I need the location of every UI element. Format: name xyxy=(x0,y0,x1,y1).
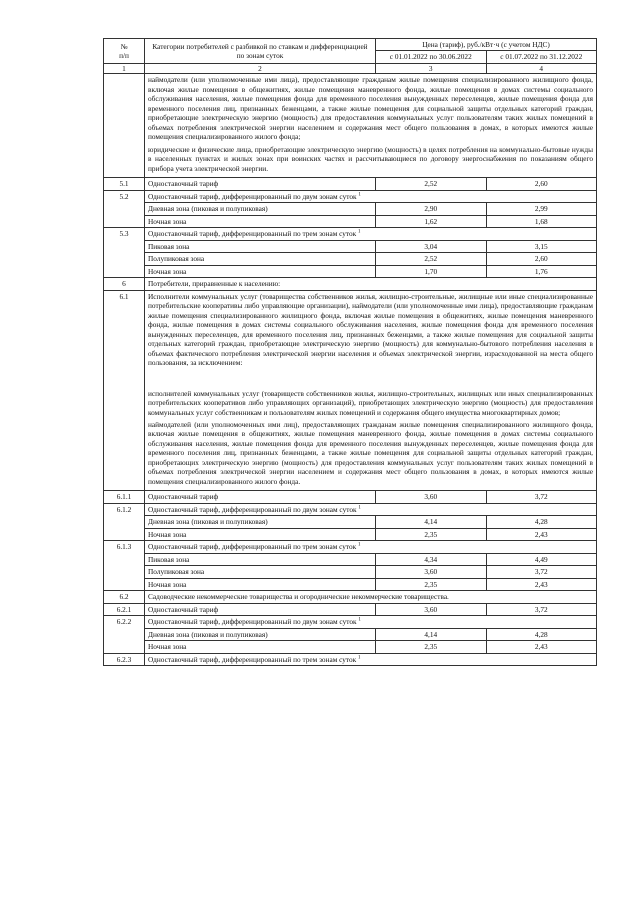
price-period-1: 2,35 xyxy=(376,528,487,540)
table-row xyxy=(104,203,597,215)
intro-text-cell xyxy=(145,74,597,178)
footnote-mark: 1 xyxy=(358,229,361,235)
table-row xyxy=(104,578,597,590)
table-row xyxy=(104,553,597,565)
table-row xyxy=(104,253,597,265)
price-period-2: 2,43 xyxy=(486,578,597,590)
row-label: Ночная зона xyxy=(145,641,376,653)
row-label: Ночная зона xyxy=(145,528,376,540)
row-label: Пиковая зона xyxy=(145,240,376,252)
price-period-1: 3,60 xyxy=(376,491,487,503)
price-period-1: 2,52 xyxy=(376,253,487,265)
tariff-table xyxy=(103,38,597,666)
table-row xyxy=(104,641,597,653)
section-title: Потребители, приравненные к населению: xyxy=(145,278,597,290)
footnote-mark: 1 xyxy=(358,617,361,623)
row-number: 6.1 xyxy=(104,290,145,491)
intro-paragraph-1: наймодатели (или уполномоченные ими лица), предоставляющие гражданам жилые помещения специализированного жилищного фонда, включая жилые помещения в общежитиях, жилые помещения маневренного фонда, жилые помещения в домах системы социального обслуживания населения, жилые помещения фонда для временного поселения вынужденных переселенцев, жилые помещения фонда для временного поселения лиц, признанных беженцами, а также жилые помещения для социальной защиты отдельных категорий граждан, приобретающие электрическую энергию (мощность) для предоставления коммунальных услуг пользователям таких жилых помещений в объемах потребления электрической энергии населением и содержания мест общего пользования в домах, в которых имеются жилые помещения специализированного жилого фонда; xyxy=(148,75,593,142)
price-period-2: 2,60 xyxy=(486,178,597,190)
period-2-header: с 01.07.2022 по 31.12.2022 xyxy=(486,51,597,63)
price-period-1: 2,35 xyxy=(376,578,487,590)
row-label: Одноставочный тариф xyxy=(145,178,376,190)
price-period-2: 3,72 xyxy=(486,491,597,503)
intro-paragraph-2: юридические и физические лица, приобретающие электрическую энергию (мощность) в целях потребления на коммунально-бытовые нужды в населенных пунктах и жилых зонах при воинских частях и рассчитывающиеся по договору энергоснабжения по показаниям общего прибора учета электрической энергии. xyxy=(148,144,593,173)
row-number: 6.1.2 xyxy=(104,503,145,540)
price-period-2: 2,99 xyxy=(486,203,597,215)
column-number-2: 2 xyxy=(145,63,376,73)
period-1-header: с 01.01.2022 по 30.06.2022 xyxy=(376,51,487,63)
table-header-row xyxy=(104,39,597,51)
column-number-4: 4 xyxy=(486,63,597,73)
row-label: Одноставочный тариф xyxy=(145,603,376,615)
table-row xyxy=(104,653,597,665)
price-period-1: 3,60 xyxy=(376,566,487,578)
row-label xyxy=(145,541,597,553)
row-label-text: Одноставочный тариф, дифференцированный по двум зонам суток xyxy=(148,617,357,627)
row-label xyxy=(145,653,597,665)
row-number: 6.1.3 xyxy=(104,541,145,591)
row-label: Дневная зона (пиковая и полупиковая) xyxy=(145,203,376,215)
price-period-1: 2,90 xyxy=(376,203,487,215)
footnote-mark: 1 xyxy=(358,655,361,661)
price-period-2: 4,28 xyxy=(486,516,597,528)
row-number: 6.2.2 xyxy=(104,616,145,653)
row-number: 6 xyxy=(104,278,145,290)
section-paragraph-3: наймодателей (или уполномоченных ими лиц), предоставляющих гражданам жилые помещения специализированного жилищного фонда, включая жилые помещения в общежитиях, жилые помещения маневренного фонда, жилые помещения в домах системы социального обслуживания населения, жилые помещения фонда для временного поселения вынужденных переселенцев, жилые помещения фонда для временного поселения лиц, признанных беженцами, а также жилые помещения для социальной защиты отдельных категорий граждан, приобретающих электрическую энергию (мощность) для предоставления коммунальных услуг пользователям таких жилых помещений в объемах потребления электрической энергии населением и содержания мест общего пользования в домах, в которых имеются жилые помещения специализированного жилого фонда. xyxy=(148,419,593,486)
price-period-2: 3,72 xyxy=(486,603,597,615)
row-number: 5.1 xyxy=(104,178,145,190)
row-label: Пиковая зона xyxy=(145,553,376,565)
footnote-mark: 1 xyxy=(358,192,361,198)
col-category-header: Категории потребителей с разбивкой по ставкам и дифференциацией по зонам суток xyxy=(145,39,376,64)
table-row xyxy=(104,491,597,503)
price-period-2: 2,43 xyxy=(486,528,597,540)
table-row xyxy=(104,265,597,277)
table-row xyxy=(104,566,597,578)
row-label: Дневная зона (пиковая и полупиковая) xyxy=(145,628,376,640)
price-period-1: 3,60 xyxy=(376,603,487,615)
price-period-2: 4,28 xyxy=(486,628,597,640)
row-label: Ночная зона xyxy=(145,578,376,590)
row-label: Дневная зона (пиковая и полупиковая) xyxy=(145,516,376,528)
row-label: Одноставочный тариф xyxy=(145,491,376,503)
row-label-text: Одноставочный тариф, дифференцированный по трем зонам суток xyxy=(148,654,357,664)
row-label: Ночная зона xyxy=(145,265,376,277)
row-number: 5.3 xyxy=(104,228,145,278)
row-label-text: Одноставочный тариф, дифференцированный по двум зонам суток xyxy=(148,191,357,201)
table-row xyxy=(104,178,597,190)
footnote-mark: 1 xyxy=(358,505,361,511)
section-title: Садоводческие некоммерческие товарищества и огороднические некоммерческие товарищества. xyxy=(145,591,597,603)
column-number-3: 3 xyxy=(376,63,487,73)
row-label-text: Одноставочный тариф, дифференцированный по трем зонам суток xyxy=(148,542,357,552)
price-period-1: 3,04 xyxy=(376,240,487,252)
price-period-1: 1,62 xyxy=(376,215,487,227)
column-number-row xyxy=(104,63,597,73)
table-row xyxy=(104,503,597,515)
table-row xyxy=(104,74,597,178)
row-label xyxy=(145,228,597,240)
table-row xyxy=(104,591,597,603)
row-label: Полупиковая зона xyxy=(145,253,376,265)
price-period-1: 4,14 xyxy=(376,516,487,528)
price-period-1: 2,35 xyxy=(376,641,487,653)
row-label-text: Одноставочный тариф, дифференцированный по трем зонам суток xyxy=(148,229,357,239)
row-label xyxy=(145,503,597,515)
row-label xyxy=(145,190,597,202)
price-period-2: 3,15 xyxy=(486,240,597,252)
col-number-header: № п/п xyxy=(104,39,145,64)
tariff-document xyxy=(103,38,597,666)
table-row xyxy=(104,228,597,240)
price-period-1: 4,34 xyxy=(376,553,487,565)
footnote-mark: 1 xyxy=(358,542,361,548)
row-number: 6.2.1 xyxy=(104,603,145,615)
row-label-text: Одноставочный тариф, дифференцированный по двум зонам суток xyxy=(148,504,357,514)
price-period-2: 2,60 xyxy=(486,253,597,265)
table-row xyxy=(104,516,597,528)
row-label: Полупиковая зона xyxy=(145,566,376,578)
table-row xyxy=(104,628,597,640)
table-row xyxy=(104,240,597,252)
col-price-header: Цена (тариф), руб./кВт·ч (с учетом НДС) xyxy=(376,39,597,51)
price-period-2: 3,72 xyxy=(486,566,597,578)
row-number: 6.1.1 xyxy=(104,491,145,503)
price-period-1: 2,52 xyxy=(376,178,487,190)
section-paragraph-1: Исполнители коммунальных услуг (товарищества собственников жилья, жилищно-строительные, жилищные или иные специализированные потребительские кооперативы либо управляющие организации), наймодатели (или уполномоченные ими лица), предоставляющие гражданам жилые помещения специализированного жилищного фонда, включая жилые помещения в общежитиях, жилые помещения маневренного фонда, жилые помещения в домах системы социального обслуживания населения, жилые помещения фонда для временного поселения вынужденных переселенцев, для временного поселения лиц, признанных беженцами, а также жилые помещения для социальной защиты отдельных категорий граждан, приобретающие электрическую энергию (мощность) для коммунально-бытового потребления населения в объемах фактического потребления электрической энергии населения и объемах электрической энергии, израсходованной на места общего пользования, за исключением: xyxy=(148,291,593,368)
price-period-2: 2,43 xyxy=(486,641,597,653)
table-row xyxy=(104,541,597,553)
table-row xyxy=(104,278,597,290)
table-row xyxy=(104,190,597,202)
row-number: 6.2 xyxy=(104,591,145,603)
table-row xyxy=(104,215,597,227)
section-text-cell xyxy=(145,290,597,491)
table-row xyxy=(104,528,597,540)
table-row xyxy=(104,603,597,615)
paragraph-gap xyxy=(148,371,593,389)
price-period-2: 4,49 xyxy=(486,553,597,565)
price-period-1: 1,70 xyxy=(376,265,487,277)
table-row xyxy=(104,290,597,491)
row-label xyxy=(145,616,597,628)
column-number-1: 1 xyxy=(104,63,145,73)
table-row xyxy=(104,616,597,628)
price-period-1: 4,14 xyxy=(376,628,487,640)
price-period-2: 1,76 xyxy=(486,265,597,277)
row-number: 6.2.3 xyxy=(104,653,145,665)
row-label: Ночная зона xyxy=(145,215,376,227)
section-paragraph-2: исполнителей коммунальных услуг (товариществ собственников жилья, жилищно-строительных, жилищных или иных специализированных потребительских кооперативов либо управляющих организаций), приобретающих электрическую энергию (мощность) для предоставления коммунальных услуг собственникам и пользователям жилых помещений и содержания общего имущества многоквартирных домов; xyxy=(148,388,593,417)
row-number: 5.2 xyxy=(104,190,145,227)
price-period-2: 1,68 xyxy=(486,215,597,227)
row-number xyxy=(104,74,145,178)
